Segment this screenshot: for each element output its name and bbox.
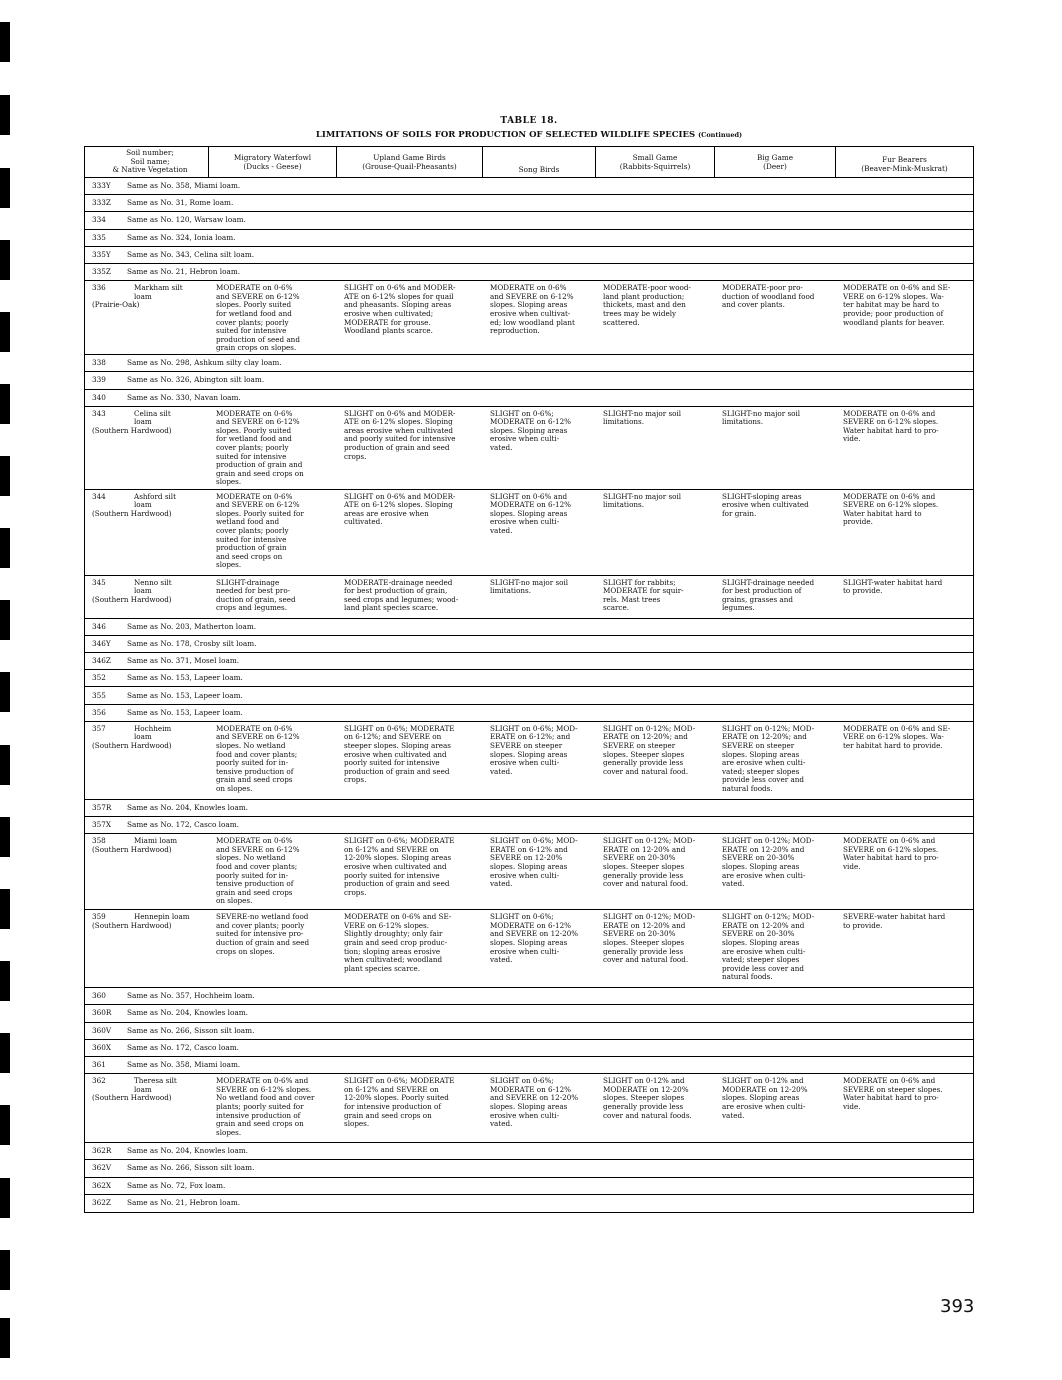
table-title-suffix: (Continued): [698, 131, 743, 139]
soil-cell: [85, 407, 209, 489]
same-as-text: Same as No. 172, Casco loam.: [127, 820, 239, 830]
soil-cell: [85, 490, 209, 575]
same-as-text: Same as No. 172, Casco loam.: [127, 1042, 239, 1052]
song-birds-cell: SLIGHT on 0-6%; MOD- ERATE on 6-12% and SEVERE on 12-20% slopes. Sloping areas erosive when culti- vated.: [490, 836, 578, 889]
song-birds-cell: SLIGHT on 0-6%; MODERATE on 6-12% and SEVERE on 12-20% slopes. Sloping areas erosive when culti- vated.: [490, 1076, 579, 1129]
table-row-reference: [85, 1178, 973, 1195]
native-vegetation: (Prairie-Oak): [92, 300, 140, 310]
upland-game-cell: MODERATE-drainage needed for best production of grain, seed crops and legumes; wood- land plant species scarce.: [344, 577, 459, 613]
upland-game-cell: SLIGHT on 0-6% and MODER- ATE on 6-12% slopes. Sloping areas are erosive when cultivated.: [344, 491, 456, 527]
soil-number: 346: [92, 621, 106, 631]
song-birds-cell: SLIGHT on 0-6% and MODERATE on 6-12% slopes. Sloping areas erosive when culti- vated.: [490, 491, 572, 536]
soil-number: 362Z: [92, 1198, 111, 1208]
table-row-reference: [85, 1040, 973, 1057]
binder-tab: [0, 384, 10, 424]
soil-name-continued: loam: [134, 500, 152, 510]
same-as-text: Same as No. 153, Lapeer loam.: [127, 673, 243, 683]
song-birds-cell: SLIGHT on 0-6%; MODERATE on 6-12% slopes. Sloping areas erosive when culti- vated.: [490, 408, 572, 453]
same-as-text: Same as No. 330, Navan loam.: [127, 392, 241, 402]
soil-number: 362R: [92, 1146, 112, 1156]
soil-number: 360R: [92, 1008, 112, 1018]
soil-number: 352: [92, 673, 106, 683]
soil-name: Nenno silt: [134, 577, 172, 587]
small-game-cell: SLIGHT on 0-12%; MOD- ERATE on 12-20% and SEVERE on 20-30% slopes. Steeper slopes generally provide less cover and natural food.: [603, 836, 696, 889]
soil-number: 359: [92, 912, 106, 922]
header-song-birds: Song Birds: [483, 147, 596, 177]
soil-number: 357X: [92, 820, 112, 830]
soil-number: 360X: [92, 1042, 112, 1052]
upland-game-cell: SLIGHT on 0-6%; MODERATE on 6-12%; and SEVERE on steeper slopes. Sloping areas erosive when cultivated and poorly suited for intensive production of grain and seed crops.: [344, 723, 455, 785]
soil-number: 360: [92, 991, 106, 1001]
header-fur-bearers: Fur Bearers (Beaver-Mink-Muskrat): [861, 155, 948, 173]
table-row-soil: [85, 281, 973, 355]
table-row-soil: [85, 407, 973, 490]
small-game-cell: SLIGHT on 0-12%; MOD- ERATE on 12-20% and SEVERE on 20-30% slopes. Steeper slopes generally provide less cover and natural food.: [603, 912, 696, 965]
same-as-text: Same as No. 326, Abington silt loam.: [127, 375, 265, 385]
soil-cell: [85, 1074, 209, 1142]
upland-game-cell: SLIGHT on 0-6%; MODERATE on 6-12% and SEVERE on 12-20% slopes. Poorly suited for intensive production of grain and seed crops on slopes.: [344, 1076, 455, 1129]
same-as-text: Same as No. 357, Hochheim loam.: [127, 991, 255, 1001]
header-big-game: Big Game (Deer): [715, 147, 836, 177]
upland-game-cell: MODERATE on 0-6% and SE- VERE on 6-12% slopes. Slightly droughty; only fair grain and seed crop produc- tion; sloping areas erosive when cultivated; woodland plant species scarce.: [344, 912, 452, 973]
table-row-reference: [85, 1195, 973, 1212]
soil-number: 344: [92, 491, 106, 501]
same-as-text: Same as No. 371, Mosel loam.: [127, 656, 240, 666]
table-row-reference: [85, 1023, 973, 1040]
waterfowl-cell: MODERATE on 0-6% and SEVERE on 6-12% slopes. Poorly suited for wetland food and cover plants; poorly suited for intensive production of grain and seed crops on slopes.: [216, 491, 304, 570]
same-as-text: Same as No. 21, Hebron loam.: [127, 1198, 241, 1208]
soil-name: Ashford silt: [134, 491, 176, 501]
soil-number: 334: [92, 215, 106, 225]
same-as-text: Same as No. 266, Sisson silt loam.: [127, 1025, 255, 1035]
header-upland-game: Upland Game Birds (Grouse-Quail-Pheasants): [337, 147, 483, 177]
soil-name-continued: loam: [134, 732, 152, 742]
binder-tab: [0, 1033, 10, 1073]
same-as-text: Same as No. 153, Lapeer loam.: [127, 707, 243, 717]
fur-bearers-cell: MODERATE on 0-6% and SE- VERE on 6-12% slopes. Wa- ter habitat may be hard to provide; poor production of woodland plants for beaver.: [843, 283, 951, 327]
native-vegetation: (Southern Hardwood): [92, 920, 172, 930]
soil-number: 343: [92, 408, 106, 418]
table-row-reference: [85, 1057, 973, 1074]
native-vegetation: (Southern Hardwood): [92, 844, 172, 854]
soil-number: 340: [92, 392, 106, 402]
big-game-cell: SLIGHT on 0-12%; MOD- ERATE on 12-20% and SEVERE on 20-30% slopes. Sloping areas are erosive when culti- vated; steeper slopes provide less cover and natural foods.: [722, 912, 815, 982]
soil-number: 333Z: [92, 198, 111, 208]
small-game-cell: SLIGHT-no major soil limitations.: [603, 491, 682, 510]
table-row-reference: [85, 178, 973, 195]
native-vegetation: (Southern Hardwood): [92, 425, 172, 435]
header-soil: Soil number; Soil name; & Native Vegetation: [85, 147, 209, 177]
table-row-soil: [85, 910, 973, 988]
table-row-reference: [85, 653, 973, 670]
soil-number: 335Z: [92, 267, 111, 277]
soil-name: Theresa silt: [134, 1076, 177, 1086]
song-birds-cell: SLIGHT on 0-6%; MOD- ERATE on 6-12%; and SEVERE on steeper slopes. Sloping areas erosive when culti- vated.: [490, 723, 578, 776]
soil-number: 361: [92, 1060, 106, 1070]
soil-number: 333Y: [92, 181, 111, 191]
table-row-reference: [85, 800, 973, 817]
table-title-text: LIMITATIONS OF SOILS FOR PRODUCTION OF SELECTED WILDLIFE SPECIES: [315, 130, 696, 140]
binder-tab: [0, 961, 10, 1001]
waterfowl-cell: MODERATE on 0-6% and SEVERE on 6-12% slopes. No wetland food and cover plants; poorly suited for in- tensive production of grain and seed crops on slopes.: [216, 723, 300, 793]
same-as-text: Same as No. 358, Miami loam.: [127, 181, 241, 191]
small-game-cell: SLIGHT-no major soil limitations.: [603, 408, 682, 427]
soil-number: 358: [92, 836, 106, 846]
binder-tab: [0, 600, 10, 640]
page-number: 393: [940, 1296, 975, 1317]
soil-cell: [85, 281, 209, 354]
upland-game-cell: SLIGHT on 0-6% and MODER- ATE on 6-12% slopes for quail and pheasants. Sloping areas erosive when cultivated; MODERATE for grouse. Woodland plants scarce.: [344, 283, 456, 336]
song-birds-cell: SLIGHT-no major soil limitations.: [490, 577, 569, 596]
big-game-cell: SLIGHT on 0-12% and MODERATE on 12-20% slopes. Sloping areas are erosive when culti- vated.: [722, 1076, 808, 1120]
table-row-reference: [85, 687, 973, 704]
binder-tab: [0, 240, 10, 280]
native-vegetation: (Southern Hardwood): [92, 594, 172, 604]
small-game-cell: MODERATE-poor wood- land plant production; thickets, mast and den trees may be widely scattered.: [603, 283, 691, 327]
wildlife-limitations-table: [84, 146, 974, 1213]
small-game-cell: SLIGHT on 0-12%; MOD- ERATE on 12-20%; and SEVERE on steeper slopes. Steeper slopes generally provide less cover and natural food.: [603, 723, 696, 776]
binder-tab: [0, 1318, 10, 1358]
table-row-reference: [85, 212, 973, 229]
soil-cell: [85, 834, 209, 909]
table-row-soil: [85, 490, 973, 576]
fur-bearers-cell: MODERATE on 0-6% and SEVERE on 6-12% slopes. Water habitat hard to provide.: [843, 491, 939, 527]
binder-tab: [0, 817, 10, 857]
table-row-reference: [85, 390, 973, 407]
binder-tab: [0, 312, 10, 352]
soil-name: Miami loam: [134, 836, 178, 846]
soil-number: 362X: [92, 1180, 112, 1190]
soil-name-continued: loam: [134, 417, 152, 427]
native-vegetation: (Southern Hardwood): [92, 1093, 172, 1103]
table-row-reference: [85, 1143, 973, 1160]
same-as-text: Same as No. 203, Matherton loam.: [127, 621, 257, 631]
soil-number: 356: [92, 707, 106, 717]
soil-number: 336: [92, 283, 106, 293]
table-row-soil: [85, 834, 973, 910]
table-row-reference: [85, 230, 973, 247]
fur-bearers-cell: MODERATE on 0-6% and SEVERE on steeper slopes. Water habitat hard to pro- vide.: [843, 1076, 943, 1111]
same-as-text: Same as No. 298, Ashkum silty clay loam.: [127, 358, 282, 368]
binder-tab: [0, 22, 10, 62]
binder-tab: [0, 168, 10, 208]
table-row-reference: [85, 636, 973, 653]
table-row-reference: [85, 372, 973, 389]
same-as-text: Same as No. 31, Rome loam.: [127, 198, 234, 208]
table-row-reference: [85, 195, 973, 212]
big-game-cell: SLIGHT-no major soil limitations.: [722, 408, 801, 427]
soil-name: Hochheim: [134, 723, 172, 733]
soil-number: 362: [92, 1076, 106, 1086]
table-row-soil: [85, 1074, 973, 1143]
soil-number: 362V: [92, 1163, 112, 1173]
small-game-cell: SLIGHT for rabbits; MODERATE for squir- rels. Mast trees scarce.: [603, 577, 684, 613]
table-title: [84, 130, 974, 140]
waterfowl-cell: MODERATE on 0-6% and SEVERE on 6-12% slopes. Poorly suited for wetland food and cover plants; poorly suited for intensive production of seed and grain crops on slopes.: [216, 283, 300, 353]
waterfowl-cell: MODERATE on 0-6% and SEVERE on 6-12% slopes. No wetland food and cover plants; poorly suited for in- tensive production of grain and seed crops on slopes.: [216, 836, 300, 906]
soil-name-continued: loam: [134, 1084, 152, 1094]
native-vegetation: (Southern Hardwood): [92, 741, 172, 750]
waterfowl-cell: MODERATE on 0-6% and SEVERE on 6-12% slopes. No wetland food and cover plants; poorly suited for intensive production of grain and seed crops on slopes.: [216, 1076, 315, 1137]
same-as-text: Same as No. 358, Miami loam.: [127, 1060, 241, 1070]
song-birds-cell: SLIGHT on 0-6%; MODERATE on 6-12% and SEVERE on 12-20% slopes. Sloping areas erosive when culti- vated.: [490, 912, 579, 965]
same-as-text: Same as No. 343, Celina silt loam.: [127, 249, 255, 259]
header-waterfowl: Migratory Waterfowl (Ducks - Geese): [209, 147, 337, 177]
header-small-game: Small Game (Rabbits-Squirrels): [596, 147, 715, 177]
table-row-reference: [85, 1160, 973, 1177]
soil-number: 357: [92, 723, 106, 733]
same-as-text: Same as No. 204, Knowles loam.: [127, 1008, 248, 1018]
soil-cell: [85, 910, 209, 987]
same-as-text: Same as No. 72, Fox loam.: [127, 1180, 226, 1190]
table-row-reference: [85, 705, 973, 722]
table-row-reference: [85, 817, 973, 834]
table-row-reference: [85, 619, 973, 636]
binder-tab: [0, 889, 10, 929]
table-row-reference: [85, 355, 973, 372]
fur-bearers-cell: SLIGHT-water habitat hard to provide.: [843, 577, 943, 596]
binder-tab: [0, 745, 10, 785]
same-as-text: Same as No. 21, Hebron loam.: [127, 267, 241, 277]
song-birds-cell: MODERATE on 0-6% and SEVERE on 6-12% slopes. Sloping areas erosive when cultivat- ed; low woodland plant reproduction.: [490, 283, 575, 336]
soil-name-continued: loam: [134, 586, 152, 596]
soil-name-continued: loam: [134, 291, 152, 301]
table-header: [85, 147, 973, 178]
waterfowl-cell: MODERATE on 0-6% and SEVERE on 6-12% slopes. Poorly suited for wetland food and cover plants; poorly suited for intensive production of grain and grain and seed crops on slopes.: [216, 408, 304, 487]
soil-cell: [85, 576, 209, 618]
soil-number: 355: [92, 690, 106, 700]
same-as-text: Same as No. 324, Ionia loam.: [127, 232, 236, 242]
waterfowl-cell: SLIGHT-drainage needed for best pro- duction of grain, seed crops and legumes.: [216, 577, 296, 613]
soil-number: 360V: [92, 1025, 112, 1035]
soil-number: 338: [92, 358, 106, 368]
same-as-text: Same as No. 178, Crosby silt loam.: [127, 638, 257, 648]
binder-tab: [0, 528, 10, 568]
fur-bearers-cell: MODERATE on 0-6% and SEVERE on 6-12% slopes. Water habitat hard to pro- vide.: [843, 836, 939, 871]
soil-number: 346Y: [92, 638, 111, 648]
table-row-reference: [85, 247, 973, 264]
table-row-reference: [85, 988, 973, 1005]
binder-tab: [0, 1178, 10, 1218]
binder-tab: [0, 95, 10, 135]
same-as-text: Same as No. 120, Warsaw loam.: [127, 215, 246, 225]
native-vegetation: (Southern Hardwood): [92, 508, 172, 518]
soil-name: Markham silt: [134, 283, 183, 293]
fur-bearers-cell: SEVERE-water habitat hard to provide.: [843, 912, 946, 930]
table-row-reference: [85, 670, 973, 687]
binder-tab: [0, 1250, 10, 1290]
waterfowl-cell: SEVERE-no wetland food and cover plants; poorly suited for intensive pro- duction of grain and seed crops on slopes.: [216, 912, 310, 956]
soil-name: Hennepin loam: [134, 912, 190, 922]
table-label: TABLE 18.: [500, 116, 558, 126]
upland-game-cell: SLIGHT on 0-6%; MODERATE on 6-12% and SEVERE on 12-20% slopes. Sloping areas erosive when cultivated and poorly suited for intensive production of grain and seed crops.: [344, 836, 455, 897]
big-game-cell: SLIGHT on 0-12%; MOD- ERATE on 12-20%; and SEVERE on steeper slopes. Sloping areas are erosive when culti- vated; steeper slopes provide less cover and natural foods.: [722, 723, 815, 793]
same-as-text: Same as No. 266, Sisson silt loam.: [127, 1163, 255, 1173]
big-game-cell: SLIGHT-sloping areas erosive when cultivated for grain.: [722, 491, 809, 518]
soil-number: 346Z: [92, 656, 111, 666]
big-game-cell: MODERATE-poor pro- duction of woodland food and cover plants.: [722, 283, 815, 310]
soil-number: 357R: [92, 802, 112, 812]
soil-name: Celina silt: [134, 408, 171, 418]
table-row-soil: [85, 722, 973, 800]
table-row-reference: [85, 264, 973, 281]
soil-cell: [85, 722, 209, 799]
upland-game-cell: SLIGHT on 0-6% and MODER- ATE on 6-12% slopes. Sloping areas erosive when cultivated and poorly suited for intensive production of grain and seed crops.: [344, 408, 456, 461]
small-game-cell: SLIGHT on 0-12% and MODERATE on 12-20% slopes. Steeper slopes generally provide less cover and natural foods.: [603, 1076, 692, 1120]
binder-tab: [0, 672, 10, 712]
soil-number: 339: [92, 375, 106, 385]
fur-bearers-cell: MODERATE on 0-6% and SE- VERE on 6-12% slopes. Wa- ter habitat hard to provide.: [843, 723, 951, 750]
big-game-cell: SLIGHT on 0-12%; MOD- ERATE on 12-20% and SEVERE on 20-30% slopes. Sloping areas are erosive when culti- vated.: [722, 836, 815, 889]
table-row-soil: [85, 576, 973, 619]
table-body: [85, 178, 973, 1212]
soil-number: 335: [92, 232, 106, 242]
soil-number: 345: [92, 577, 106, 587]
binder-tab: [0, 1105, 10, 1145]
same-as-text: Same as No. 153, Lapeer loam.: [127, 690, 243, 700]
fur-bearers-cell: MODERATE on 0-6% and SEVERE on 6-12% slopes. Water habitat hard to pro- vide.: [843, 408, 939, 444]
soil-number: 335Y: [92, 249, 111, 259]
binder-tab: [0, 456, 10, 496]
table-row-reference: [85, 1005, 973, 1022]
same-as-text: Same as No. 204, Knowles loam.: [127, 1146, 248, 1156]
same-as-text: Same as No. 204, Knowles loam.: [127, 802, 248, 812]
big-game-cell: SLIGHT-drainage needed for best production of grains, grasses and legumes.: [722, 577, 815, 613]
